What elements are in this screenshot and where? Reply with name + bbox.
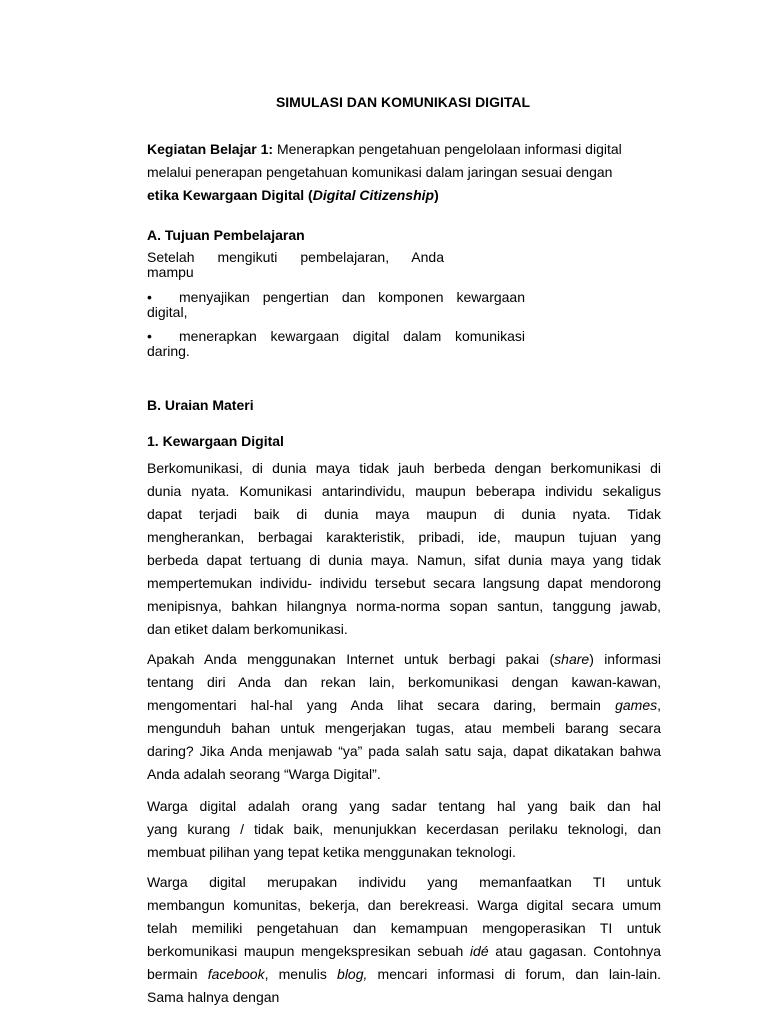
paragraph-2-text: Apakah Anda menggunakan Internet untuk berbagi pakai ( bbox=[147, 651, 555, 667]
paragraph-3-line: Warga digital adalah orang yang sadar tentang hal yang baik dan hal bbox=[147, 798, 661, 814]
paragraph-2-line bbox=[147, 694, 661, 717]
paragraph-4-line: membangun komunitas, bekerja, dan berekreasi. Warga digital secara umum bbox=[147, 897, 661, 913]
paragraph-4 bbox=[147, 871, 661, 1009]
intro-line-3 bbox=[147, 184, 631, 207]
section-a-intro bbox=[147, 250, 444, 280]
paragraph-1-line: mempertemukan individu- individu tersebut secara langsung dapat mendorong bbox=[147, 575, 661, 591]
section-b-heading: B. Uraian Materi bbox=[147, 397, 254, 413]
paragraph-4-text: mencari informasi di forum, dan lain-lain. bbox=[367, 966, 661, 982]
intro-line-3-bold-text: etika Kewargaan Digital ( bbox=[147, 187, 313, 203]
paragraph-2-line: Anda adalah seorang “Warga Digital”. bbox=[147, 766, 381, 782]
paragraph-4-text: , menulis bbox=[264, 966, 338, 982]
paragraph-1-line: mengherankan, berbagai karakteristik, pribadi, ide, maupun tujuan yang bbox=[147, 529, 661, 545]
paragraph-3 bbox=[147, 795, 661, 864]
document-title: SIMULASI DAN KOMUNIKASI DIGITAL bbox=[275, 94, 531, 110]
intro-line-3-bold bbox=[147, 187, 439, 203]
paragraph-4-text: bermain bbox=[147, 966, 208, 982]
paragraph-1-line: dan etiket dalam berkomunikasi. bbox=[147, 621, 348, 637]
intro-line-1 bbox=[147, 138, 631, 161]
paragraph-1-line: Berkomunikasi, di dunia maya tidak jauh berbeda dengan berkomunikasi di bbox=[147, 460, 661, 476]
objective-bullet-2 bbox=[147, 329, 525, 359]
paragraph-3-line: membuat pilihan yang tepat ketika menggunakan teknologi. bbox=[147, 844, 516, 860]
paragraph-1-line: berbeda dapat tertuang di dunia maya. Namun, sifat dunia maya yang tidak bbox=[147, 552, 661, 568]
paragraph-2-line: mengunduh bahan untuk mengerjakan tugas, atau membeli barang secara bbox=[147, 720, 661, 736]
paragraph-2-text: , bbox=[657, 697, 661, 713]
paragraph-4-italic: facebook bbox=[207, 966, 265, 982]
objective-bullet-2-row bbox=[147, 329, 525, 344]
section-a-heading: A. Tujuan Pembelajaran bbox=[147, 227, 305, 243]
paragraph-2-italic: games bbox=[615, 697, 658, 713]
objective-bullet-1-text: menyajikan pengertian dan komponen kewargaan bbox=[179, 289, 525, 305]
objective-bullet-1-row bbox=[147, 290, 525, 305]
paragraph-4-line: Sama halnya dengan bbox=[147, 989, 280, 1005]
intro-line-1-text: Menerapkan pengetahuan pengelolaan informasi digital bbox=[273, 141, 622, 157]
objective-bullet-1-cont: digital, bbox=[147, 304, 188, 320]
paragraph-2-italic: share bbox=[554, 651, 590, 667]
paragraph-2-line: daring? Jika Anda menjawab “ya” pada salah satu saja, dapat dikatakan bahwa bbox=[147, 743, 661, 759]
paragraph-4-italic: blog, bbox=[337, 966, 368, 982]
paragraph-1 bbox=[147, 457, 661, 641]
paragraph-1-line: dapat terjadi baik di dunia maya maupun di dunia nyata. Tidak bbox=[147, 506, 661, 522]
paragraph-4-line bbox=[147, 963, 661, 986]
paragraph-2-line bbox=[147, 648, 661, 671]
bullet-marker: • bbox=[147, 328, 152, 344]
objective-bullet-2-text: menerapkan kewargaan digital dalam komunikasi bbox=[179, 328, 525, 344]
objective-bullet-1 bbox=[147, 290, 525, 320]
paragraph-2-text: ) informasi bbox=[589, 651, 661, 667]
paragraph-4-line: Warga digital merupakan individu yang memanfaatkan TI untuk bbox=[147, 874, 661, 890]
bullet-marker: • bbox=[147, 289, 152, 305]
paragraph-3-line: yang kurang / tidak baik, menunjukkan kecerdasan perilaku teknologi, dan bbox=[147, 821, 661, 837]
paragraph-4-line: telah memiliki pengetahuan dan kemampuan mengoperasikan TI untuk bbox=[147, 920, 661, 936]
paragraph-1-line: menipisnya, bahkan hilangnya norma-norma sopan santun, tanggung jawab, bbox=[147, 598, 661, 614]
learning-activity-intro bbox=[147, 138, 631, 207]
section-a-intro-line-1: Setelah mengikuti pembelajaran, Anda bbox=[147, 249, 444, 265]
intro-line-3-close: ) bbox=[434, 187, 439, 203]
intro-line-2: melalui penerapan pengetahuan komunikasi dalam jaringan sesuai dengan bbox=[147, 164, 613, 180]
paragraph-4-line bbox=[147, 940, 661, 963]
paragraph-4-italic: idé bbox=[469, 943, 489, 959]
paragraph-4-text: atau gagasan. Contohnya bbox=[488, 943, 661, 959]
section-a-intro-line-2: mampu bbox=[147, 264, 194, 280]
paragraph-4-text: berkomunikasi maupun mengekspresikan sebuah bbox=[147, 943, 470, 959]
paragraph-2-text: mengomentari hal-hal yang Anda lihat secara daring, bermain bbox=[147, 697, 616, 713]
intro-line-3-italic: Digital Citizenship bbox=[312, 187, 435, 203]
paragraph-2 bbox=[147, 648, 661, 786]
intro-label: Kegiatan Belajar 1: bbox=[147, 141, 274, 157]
subsection-1-heading: 1. Kewargaan Digital bbox=[147, 433, 284, 449]
paragraph-2-line: tentang diri Anda dan rekan lain, berkomunikasi dengan kawan-kawan, bbox=[147, 674, 661, 690]
paragraph-1-line: dunia nyata. Komunikasi antarindividu, maupun beberapa individu sekaligus bbox=[147, 483, 661, 499]
objective-bullet-2-cont: daring. bbox=[147, 343, 190, 359]
